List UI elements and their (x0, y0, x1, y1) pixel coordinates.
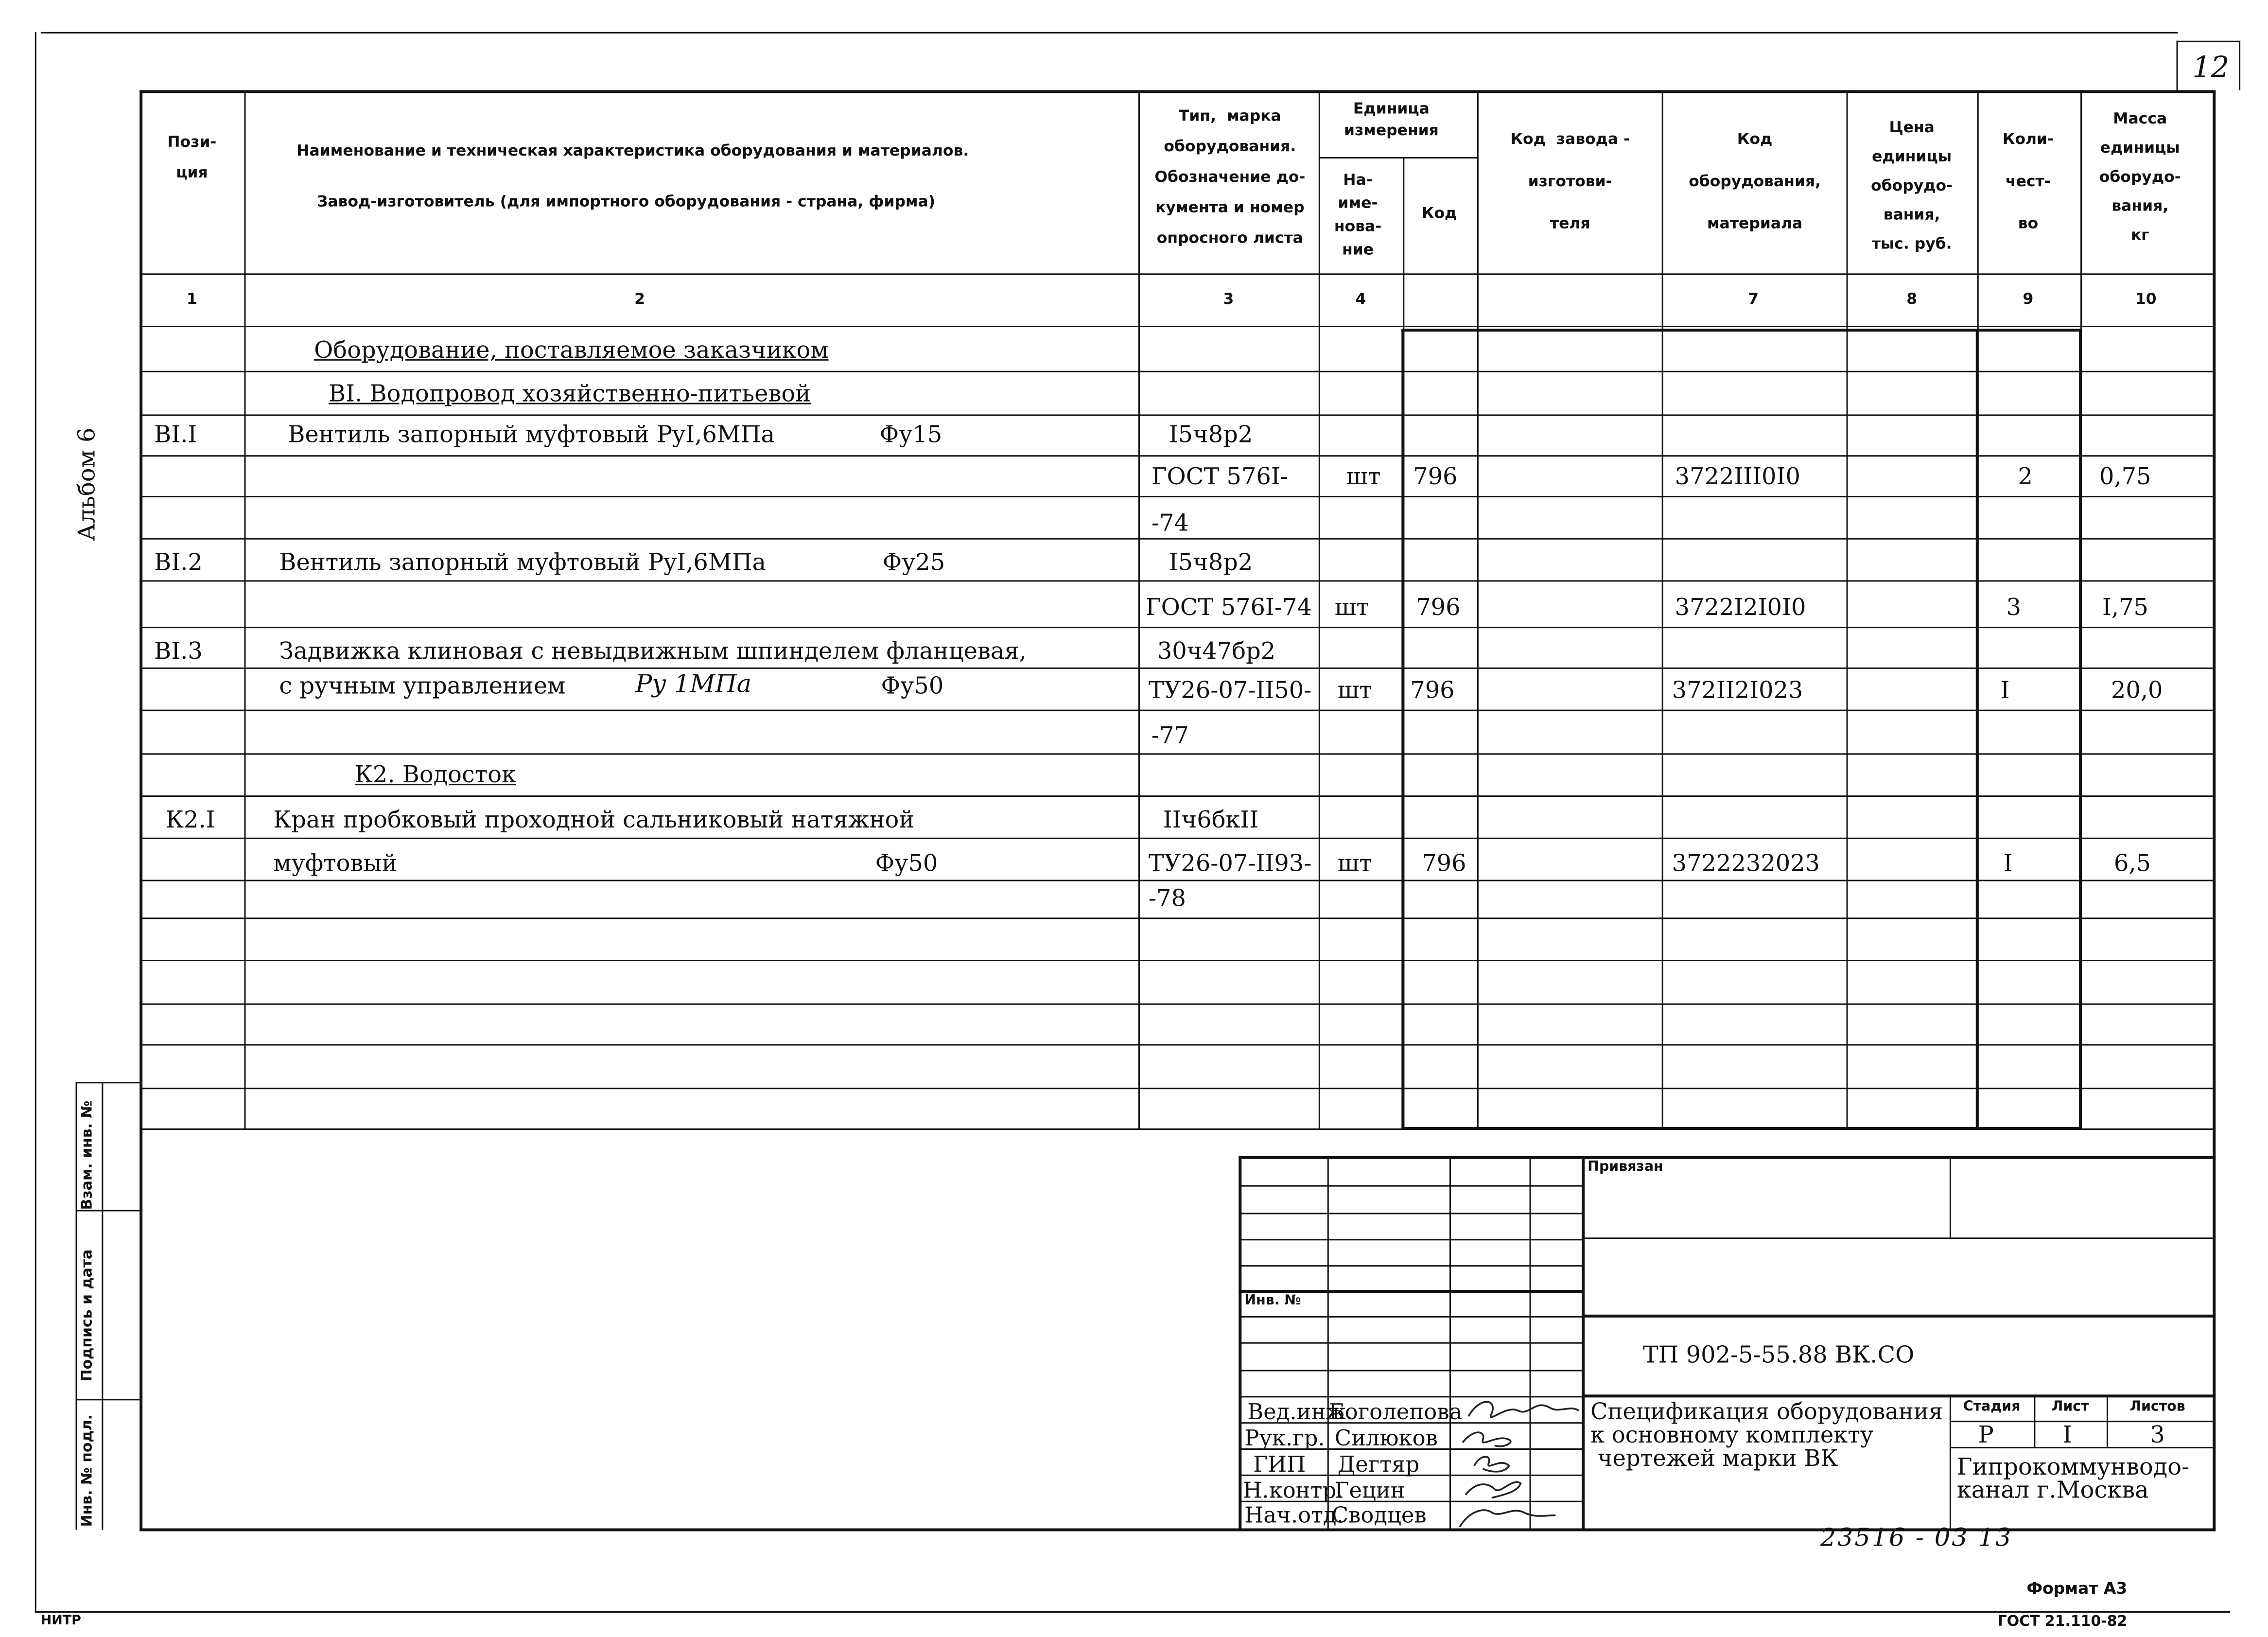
row-type: -78 (1148, 884, 1186, 912)
table-row-rule (140, 580, 2213, 581)
colnum-10: 10 (2135, 291, 2157, 309)
tb-person: Гецин (1334, 1477, 1405, 1504)
header-quantity: Коли- чест- во (2002, 131, 2054, 233)
colnum-2: 2 (634, 291, 645, 309)
row-unit: шт (1346, 462, 1381, 490)
bottom-left-code: НИТР (40, 1614, 81, 1629)
table-row-rule (140, 960, 2213, 961)
colnum-7: 7 (1748, 291, 1759, 309)
tb-role: Рук.гр. (1244, 1425, 1325, 1452)
tb-stage-label: Стадия (1963, 1399, 2021, 1415)
row-type: ГОСТ 576I- (1151, 462, 1288, 490)
row-unit-code: 796 (1410, 676, 1455, 704)
row-position: BI.3 (154, 637, 203, 665)
section-title-supplied: Оборудование, поставляемое заказчиком (314, 335, 829, 364)
header-type: Тип, марка оборудования. Обозначение до- кумента и номер опросного листа (1154, 107, 1306, 247)
row-mass: 20,0 (2111, 676, 2163, 704)
row-material-code: 3722III0I0 (1675, 462, 1800, 490)
table-row-rule (140, 710, 2213, 711)
row-name: Задвижка клиновая с невыдвижным шпинделем фланцевая, (279, 637, 1027, 665)
row-unit-code: 796 (1422, 849, 1466, 877)
tb-person: Дегтяр (1337, 1451, 1420, 1478)
tb-organization: Гипрокоммунводо- канал г.Москва (1956, 1453, 2190, 1504)
tb-role: ГИП (1253, 1451, 1306, 1478)
signature-1 (1454, 1393, 1585, 1532)
table-row-rule (140, 496, 2213, 497)
row-material-code: 3722I2I0I0 (1675, 593, 1806, 621)
header-unit-name: На- име- нова- ние (1334, 171, 1382, 259)
row-unit-code: 796 (1413, 462, 1458, 490)
tb-role: Нач.отд. (1244, 1502, 1343, 1529)
table-row-rule (140, 917, 2213, 919)
row-dn: Фу15 (879, 420, 942, 448)
header-position: Пози- ция (167, 134, 217, 182)
stamp-vzam-inv: Взам. инв. № (80, 1100, 96, 1210)
colnum-8: 8 (1906, 291, 1918, 309)
signature-stroke (1460, 1510, 1555, 1527)
row-unit: шт (1334, 593, 1369, 621)
row-type: 30ч47бр2 (1157, 637, 1276, 665)
colnum-4: 4 (1355, 291, 1366, 309)
row-type: I5ч8р2 (1169, 420, 1253, 448)
row-dn: Фу25 (882, 548, 945, 576)
table-row-rule (140, 538, 2213, 540)
row-type: IIч6бкII (1163, 806, 1259, 833)
header-name-line1: Наименование и техническая характеристика оборудования и материалов. (297, 142, 969, 160)
row-type: -74 (1151, 509, 1189, 537)
row-type: I5ч8р2 (1169, 548, 1253, 576)
tb-sheets-label: Листов (2129, 1399, 2185, 1415)
signature-stroke (1465, 1482, 1521, 1497)
tb-person: Боголепова (1328, 1399, 1463, 1426)
table-row-rule (140, 414, 2213, 416)
album-label: Альбом 6 (72, 427, 101, 541)
row-material-code: 372II2I023 (1672, 676, 1803, 704)
row-name: муфтовый (273, 849, 398, 877)
table-row-rule (140, 795, 2213, 797)
colnum-3: 3 (1223, 291, 1234, 309)
row-position: BI.I (154, 420, 197, 448)
tb-doc-code: ТП 902-5-55.88 ВК.СО (1642, 1340, 1915, 1369)
tb-role: Н.контр. (1243, 1477, 1343, 1504)
row-unit: шт (1337, 676, 1372, 704)
row-name: Вентиль запорный муфтовый PyI,6МПа (279, 548, 767, 576)
header-unit-group: Единица измерения (1343, 100, 1439, 140)
section-title-water: BI. Водопровод хозяйственно-питьевой (328, 379, 811, 407)
format-label: Формат А3 (2026, 1579, 2128, 1599)
signature-stroke (1474, 1457, 1509, 1472)
row-mass: I,75 (2102, 593, 2148, 621)
table-row-rule (140, 1088, 2213, 1089)
table-row-rule (140, 838, 2213, 839)
tb-person: Силюков (1334, 1425, 1438, 1452)
row-type: ТУ26-07-II50- (1148, 676, 1312, 704)
row-type: -77 (1151, 721, 1189, 749)
stamp-podpis-data: Подпись и дата (80, 1249, 96, 1382)
row-mass: 0,75 (2099, 462, 2151, 490)
gost-label: ГОСТ 21.110-82 (1997, 1614, 2128, 1630)
row-pressure: Ру 1МПа (635, 670, 752, 700)
signature-stroke (1468, 1402, 1579, 1417)
tb-sheets: 3 (2150, 1421, 2165, 1449)
header-plant-code: Код завода - изготови- теля (1510, 131, 1630, 233)
row-material-code: 3722232023 (1672, 849, 1820, 877)
header-name-line2: Завод-изготовитель (для импортного оборудования - страна, фирма) (317, 193, 936, 211)
table-row-rule (140, 1003, 2213, 1005)
row-unit-code: 796 (1416, 593, 1461, 621)
row-name: Вентиль запорный муфтовый PyI,6МПа (288, 420, 775, 448)
tb-privyazan: Привязан (1588, 1159, 1663, 1175)
signature-stroke (1463, 1432, 1511, 1446)
tb-person: Сводцев (1331, 1502, 1427, 1529)
row-dn: Фу50 (881, 671, 944, 700)
table-row-rule (140, 753, 2213, 755)
table-row-rule (140, 627, 2213, 628)
header-price: Цена единицы оборудо- вания, тыс. руб. (1871, 119, 1953, 253)
row-position: BI.2 (154, 548, 203, 576)
tb-role: Вед.инж. (1247, 1399, 1353, 1426)
header-unit-code: Код (1421, 205, 1457, 223)
row-name: с ручным управлением (279, 671, 566, 700)
stamp-inv-podl: Инв. № подл. (80, 1414, 96, 1527)
tb-title: Спецификация оборудования к основному комплекту чертежей марки ВК (1590, 1399, 1943, 1472)
tb-stage: Р (1978, 1421, 1994, 1449)
table-row-rule (140, 455, 2213, 457)
archive-number: 23516 - 03 13 (1820, 1524, 2013, 1553)
row-type: ТУ26-07-II93- (1148, 849, 1312, 877)
header-material-code: Код оборудования, материала (1689, 131, 1821, 233)
row-quantity: 3 (2006, 593, 2022, 621)
row-dn: Фу50 (875, 849, 938, 877)
row-quantity: I (2003, 849, 2013, 877)
row-mass: 6,5 (2113, 849, 2151, 877)
row-name: Кран пробковый проходной сальниковый натяжной (273, 806, 915, 833)
row-quantity: 2 (2018, 462, 2033, 490)
table-row-rule (140, 880, 2213, 881)
colnum-1: 1 (186, 291, 197, 309)
header-mass: Масса единицы оборудо- вания, кг (2099, 110, 2181, 245)
section-title-drain: К2. Водосток (354, 760, 516, 789)
page-number: 12 (2192, 49, 2230, 85)
tb-inv-no: Инв. № (1244, 1292, 1301, 1309)
table-row-rule (140, 668, 2213, 669)
row-quantity: I (2000, 676, 2010, 704)
tb-sheet: I (2062, 1421, 2072, 1449)
table-row-rule (140, 1044, 2213, 1046)
row-type: ГОСТ 576I-74 (1145, 593, 1312, 621)
table-row-rule (140, 371, 2213, 372)
row-position: К2.I (165, 806, 215, 833)
tb-sheet-label: Лист (2051, 1399, 2089, 1415)
colnum-9: 9 (2023, 291, 2034, 309)
row-unit: шт (1337, 849, 1372, 877)
